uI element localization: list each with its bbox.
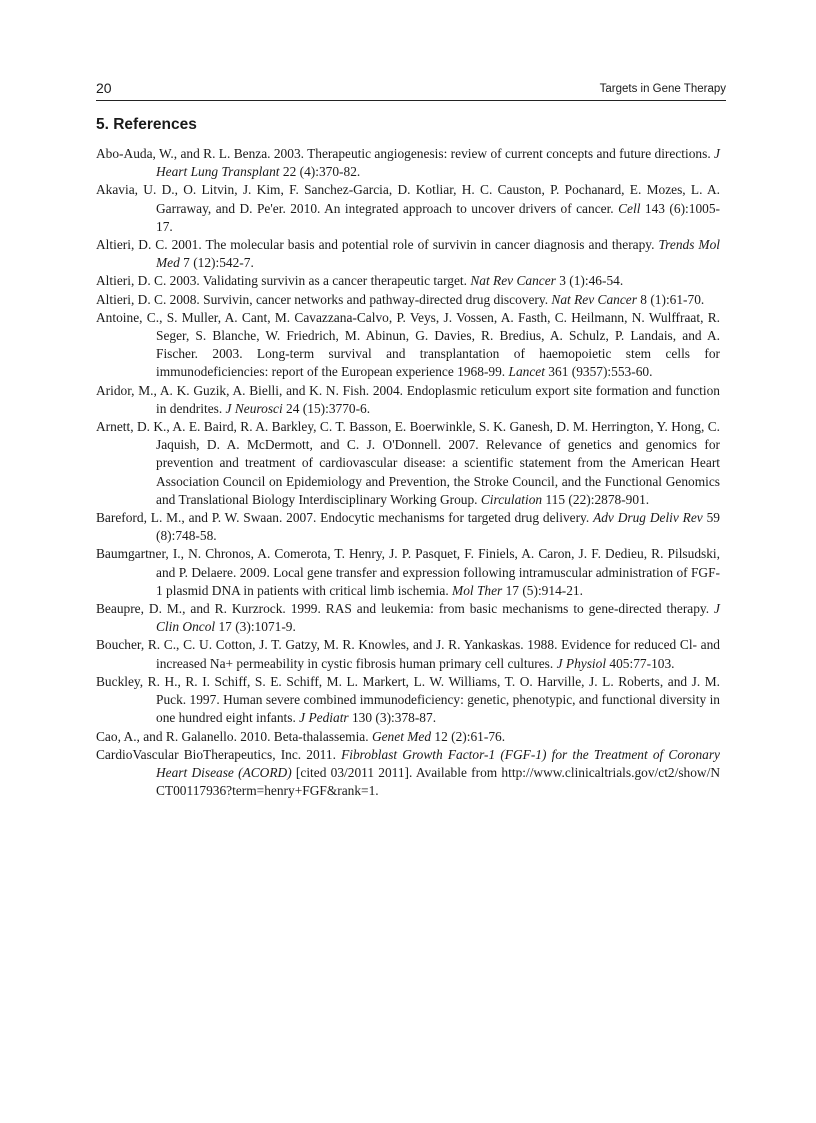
reference-item [96,418,720,509]
reference-text: Altieri, D. C. 2008. Survivin, cancer networks and pathway-directed drug discovery. [96,291,552,307]
reference-journal: J Heart Lung Transplant [156,146,720,180]
reference-item [96,309,720,382]
reference-text: Akavia, U. D., O. Litvin, J. Kim, F. Sanchez-Garcia, D. Kotliar, H. C. Causton, P. Pochanard, E. Mozes, L. A. Garraway, and D. Pe'er. 2010. An integrated approach to uncover drivers of cancer. [96,182,720,216]
reference-citation: 130 (3):378-87. [348,710,437,726]
reference-text: Arnett, D. K., A. E. Baird, R. A. Barkley, C. T. Basson, E. Boerwinkle, S. K. Ganesh, D. M. Herrington, Y. Hong, C. Jaquish, D. A. McDermott, and C. J. O'Donnell. 2007. Relevance of genetics and genomics for prevention and treatment of cardiovascular disease: a scientific statement from the American Heart Association Council on Epidemiology and Prevention, the Stroke Council, and the Functional Genomics and Translational Biology Interdisciplinary Working Group. [96,419,720,507]
reference-citation: 24 (15):3770-6. [282,400,371,416]
reference-text: Aridor, M., A. K. Guzik, A. Bielli, and K. N. Fish. 2004. Endoplasmic reticulum export site formation and function in dendrites. [96,382,720,416]
reference-text: Altieri, D. C. 2001. The molecular basis and potential role of survivin in cancer diagnosis and therapy. [96,237,659,253]
reference-text: Buckley, R. H., R. I. Schiff, S. E. Schiff, M. L. Markert, L. W. Williams, T. O. Harville, J. L. Roberts, and J. M. Puck. 1997. Human severe combined immunodeficiency: genetic, phenotypic, and functional diversity in one hundred eight infants. [96,673,720,726]
section-heading: 5. References [96,116,197,133]
reference-list [96,145,720,800]
page-number: 20 [96,80,112,96]
reference-text: Beaupre, D. M., and R. Kurzrock. 1999. RAS and leukemia: from basic mechanisms to gene-directed therapy. [96,601,715,617]
reference-citation: 3 (1):46-54. [555,273,624,289]
reference-citation: 59 (8):748-58. [156,510,720,544]
reference-journal: Mol Ther [452,582,503,598]
reference-item [96,181,720,236]
reference-journal: Nat Rev Cancer [551,291,637,307]
reference-item [96,145,720,181]
reference-journal: Lancet [508,364,545,380]
reference-citation: 8 (1):61-70. [636,291,705,307]
reference-citation: 361 (9357):553-60. [544,364,653,380]
reference-item [96,382,720,418]
reference-journal: Cell [618,200,641,216]
reference-item [96,636,720,672]
running-title: Targets in Gene Therapy [599,83,726,95]
running-header [96,80,726,101]
reference-item [96,236,720,272]
reference-citation: [cited 03/2011 2011]. Available from http://www.clinicaltrials.gov/ct2/show/NCT00117936?term=henry+FGF&rank=1. [156,764,720,799]
reference-item [96,600,720,636]
reference-item [96,509,720,545]
reference-text: Antoine, C., S. Muller, A. Cant, M. Cavazzana-Calvo, P. Veys, J. Vossen, A. Fasth, C. Heilmann, N. Wulffraat, R. Seger, S. Blanche, W. Friedrich, M. Abinun, G. Davies, R. Bredius, A. Schulz, P. Landais, and A. Fischer. 2003. Long-term survival and transplantation of haemopoietic stem cells for immunodeficiencies: report of the European experience 1968-99. [96,309,720,380]
reference-item [96,545,720,600]
reference-journal: J Physiol [556,655,607,671]
reference-citation: 7 (12):542-7. [179,255,254,271]
reference-text: Boucher, R. C., C. U. Cotton, J. T. Gatzy, M. R. Knowles, and J. R. Yankaskas. 1988. Evidence for reduced Cl- and increased Na+ permeability in cystic fibrosis human primary cell cultures. [96,637,720,671]
reference-citation: 17 (5):914-21. [502,582,583,598]
reference-journal: J Clin Oncol [156,601,720,635]
reference-citation: 143 (6):1005-17. [156,200,721,234]
reference-citation: 17 (3):1071-9. [215,619,296,635]
reference-journal: Nat Rev Cancer [470,273,556,289]
reference-citation: 12 (2):61-76. [431,728,506,744]
reference-journal: J Neurosci [225,400,283,416]
reference-item [96,746,720,801]
reference-journal: Fibroblast Growth Factor-1 (FGF-1) for the Treatment of Coronary Heart Disease (ACORD) [156,746,720,780]
reference-text: Baumgartner, I., N. Chronos, A. Comerota, T. Henry, J. P. Pasquet, F. Finiels, A. Caron, J. F. Dedieu, R. Pilsudski, and P. Delaere. 2009. Local gene transfer and expression following intramuscular administration of FGF-1 plasmid DNA in patients with critical limb ischemia. [96,546,720,598]
reference-item [96,272,720,290]
reference-text: Abo-Auda, W., and R. L. Benza. 2003. Therapeutic angiogenesis: review of current concepts and future directions. [96,146,715,161]
reference-journal: J Pediatr [299,710,349,726]
reference-journal: Genet Med [371,728,432,744]
reference-text: Cao, A., and R. Galanello. 2010. Beta-thalassemia. [96,728,372,744]
reference-text: CardioVascular BioTherapeutics, Inc. 2011. [96,746,342,762]
reference-journal: Trends Mol Med [156,237,720,271]
reference-text: Bareford, L. M., and P. W. Swaan. 2007. Endocytic mechanisms for targeted drug delivery. [96,510,594,526]
reference-journal: Adv Drug Deliv Rev [593,510,703,526]
reference-item [96,291,720,309]
reference-citation: 405:77-103. [606,655,675,671]
reference-citation: 22 (4):370-82. [279,164,361,180]
reference-journal: Circulation [480,491,543,507]
reference-citation: 115 (22):2878-901. [542,491,650,507]
reference-item [96,728,720,746]
reference-text: Altieri, D. C. 2003. Validating survivin as a cancer therapeutic target. [96,273,471,289]
reference-item [96,673,720,728]
